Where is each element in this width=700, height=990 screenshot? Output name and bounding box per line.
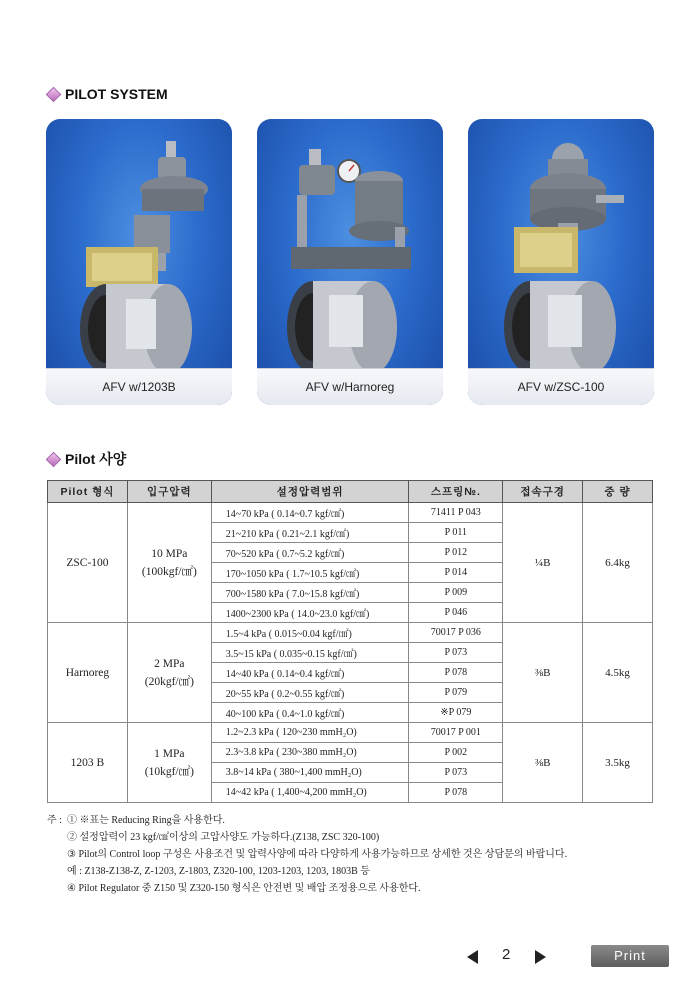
header-inlet-pressure: 입구압력 — [127, 481, 211, 503]
range-cell: 170~1050 kPa ( 1.7~10.5 kgf/㎠) — [211, 563, 409, 583]
pressure-mpa: 10 MPa — [151, 547, 188, 560]
pressure-cell — [127, 623, 211, 723]
valve-zsc100-illustration — [468, 119, 654, 405]
spring-cell: P 079 — [409, 683, 503, 703]
spring-cell: P 011 — [409, 523, 503, 543]
spring-cell: P 014 — [409, 563, 503, 583]
table-header-row — [48, 481, 653, 503]
model-cell: 1203 B — [48, 723, 128, 803]
pressure-kgf: (100kgf/㎠) — [141, 565, 197, 578]
pilot-spec-title-text: Pilot 사양 — [65, 451, 127, 467]
connection-cell: ⅜B — [503, 623, 583, 723]
pilot-spec-table — [47, 480, 653, 803]
range-cell: 14~70 kPa ( 0.14~0.7 kgf/㎠) — [211, 503, 409, 523]
spring-cell: P 073 — [409, 763, 503, 783]
range-cell: 700~1580 kPa ( 7.0~15.8 kgf/㎠) — [211, 583, 409, 603]
note-text: ④ Pilot Regulator 중 Z150 및 Z320-150 형식은 안전변 및 배압 조정용으로 사용한다. — [67, 883, 421, 894]
photo-afv-zsc100 — [468, 119, 654, 405]
note-text: ② 설정압력이 23 kgf/㎠이상의 고압사양도 가능하다.(Z138, ZSC 320-100) — [67, 832, 380, 843]
diamond-bullet-icon — [46, 451, 62, 467]
table-row — [48, 723, 653, 743]
previous-page-icon[interactable] — [467, 950, 478, 964]
diamond-bullet-icon — [46, 86, 62, 102]
spring-cell: P 002 — [409, 743, 503, 763]
pilot-system-title-text: PILOT SYSTEM — [65, 86, 168, 102]
print-button[interactable]: Print — [591, 945, 669, 967]
range-cell: 3.5~15 kPa ( 0.035~0.15 kgf/㎠) — [211, 643, 409, 663]
range-cell: 21~210 kPa ( 0.21~2.1 kgf/㎠) — [211, 523, 409, 543]
range-cell: 1.5~4 kPa ( 0.015~0.04 kgf/㎠) — [211, 623, 409, 643]
photo-caption: AFV w/1203B — [46, 368, 232, 405]
range-cell: 1.2~2.3 kPa ( 120~230 mmH₂O) — [211, 723, 409, 743]
spring-cell: P 012 — [409, 543, 503, 563]
spring-cell: 70017 P 036 — [409, 623, 503, 643]
page-number: 2 — [502, 946, 511, 963]
weight-cell: 3.5kg — [583, 723, 653, 803]
spring-cell: ※P 079 — [409, 703, 503, 723]
photo-caption: AFV w/Harnoreg — [257, 368, 443, 405]
header-model: Pilot 형식 — [48, 481, 128, 503]
connection-cell: ⅜B — [503, 723, 583, 803]
connection-cell: ¼B — [503, 503, 583, 623]
range-cell: 14~40 kPa ( 0.14~0.4 kgf/㎠) — [211, 663, 409, 683]
spring-cell: P 078 — [409, 783, 503, 803]
table-row — [48, 623, 653, 643]
range-cell: 2.3~3.8 kPa ( 230~380 mmH₂O) — [211, 743, 409, 763]
range-cell: 20~55 kPa ( 0.2~0.55 kgf/㎠) — [211, 683, 409, 703]
header-spring-no: 스프링№. — [409, 481, 503, 503]
photo-caption: AFV w/ZSC-100 — [468, 368, 654, 405]
notes-block — [47, 812, 567, 897]
header-set-range: 설정압력범위 — [211, 481, 409, 503]
spring-cell: P 046 — [409, 603, 503, 623]
range-cell: 70~520 kPa ( 0.7~5.2 kgf/㎠) — [211, 543, 409, 563]
spring-cell: 71411 P 043 — [409, 503, 503, 523]
note-item — [47, 812, 567, 829]
header-connection: 접속구경 — [503, 481, 583, 503]
pressure-cell — [127, 723, 211, 803]
pressure-cell — [127, 503, 211, 623]
model-cell: ZSC-100 — [48, 503, 128, 623]
pressure-kgf: (10kgf/㎠) — [144, 765, 194, 778]
spring-cell: 70017 P 001 — [409, 723, 503, 743]
photo-afv-harnoreg — [257, 119, 443, 405]
valve-harnoreg-illustration — [257, 119, 443, 405]
model-cell: Harnoreg — [48, 623, 128, 723]
range-cell: 14~42 kPa ( 1,400~4,200 mmH₂O) — [211, 783, 409, 803]
range-cell: 3.8~14 kPa ( 380~1,400 mmH₂O) — [211, 763, 409, 783]
header-weight: 중 량 — [583, 481, 653, 503]
next-page-icon[interactable] — [535, 950, 546, 964]
spring-cell: P 073 — [409, 643, 503, 663]
note-text: ③ Pilot의 Control loop 구성은 사용조건 및 압력사양에 따라 다양하게 사용가능하므로 상세한 것은 상담문의 바랍니다. — [67, 849, 568, 860]
weight-cell: 6.4kg — [583, 503, 653, 623]
table-row — [48, 503, 653, 523]
pressure-kgf: (20kgf/㎠) — [144, 675, 194, 688]
note-text: ① ※표는 Reducing Ring을 사용한다. — [67, 815, 225, 826]
pilot-system-title — [48, 86, 168, 102]
photo-afv-1203b — [46, 119, 232, 405]
pressure-mpa: 2 MPa — [154, 657, 185, 670]
range-cell: 1400~2300 kPa ( 14.0~23.0 kgf/㎠) — [211, 603, 409, 623]
pressure-mpa: 1 MPa — [154, 747, 185, 760]
notes-lead: 주 : — [47, 815, 62, 826]
range-cell: 40~100 kPa ( 0.4~1.0 kgf/㎠) — [211, 703, 409, 723]
weight-cell: 4.5kg — [583, 623, 653, 723]
valve-1203b-illustration — [46, 119, 232, 405]
spring-cell: P 009 — [409, 583, 503, 603]
spring-cell: P 078 — [409, 663, 503, 683]
pilot-spec-title — [48, 449, 126, 469]
note-example: 예 : Z138-Z138-Z, Z-1203, Z-1803, Z320-100, 1203-1203, 1203, 1803B 등 — [67, 866, 370, 877]
